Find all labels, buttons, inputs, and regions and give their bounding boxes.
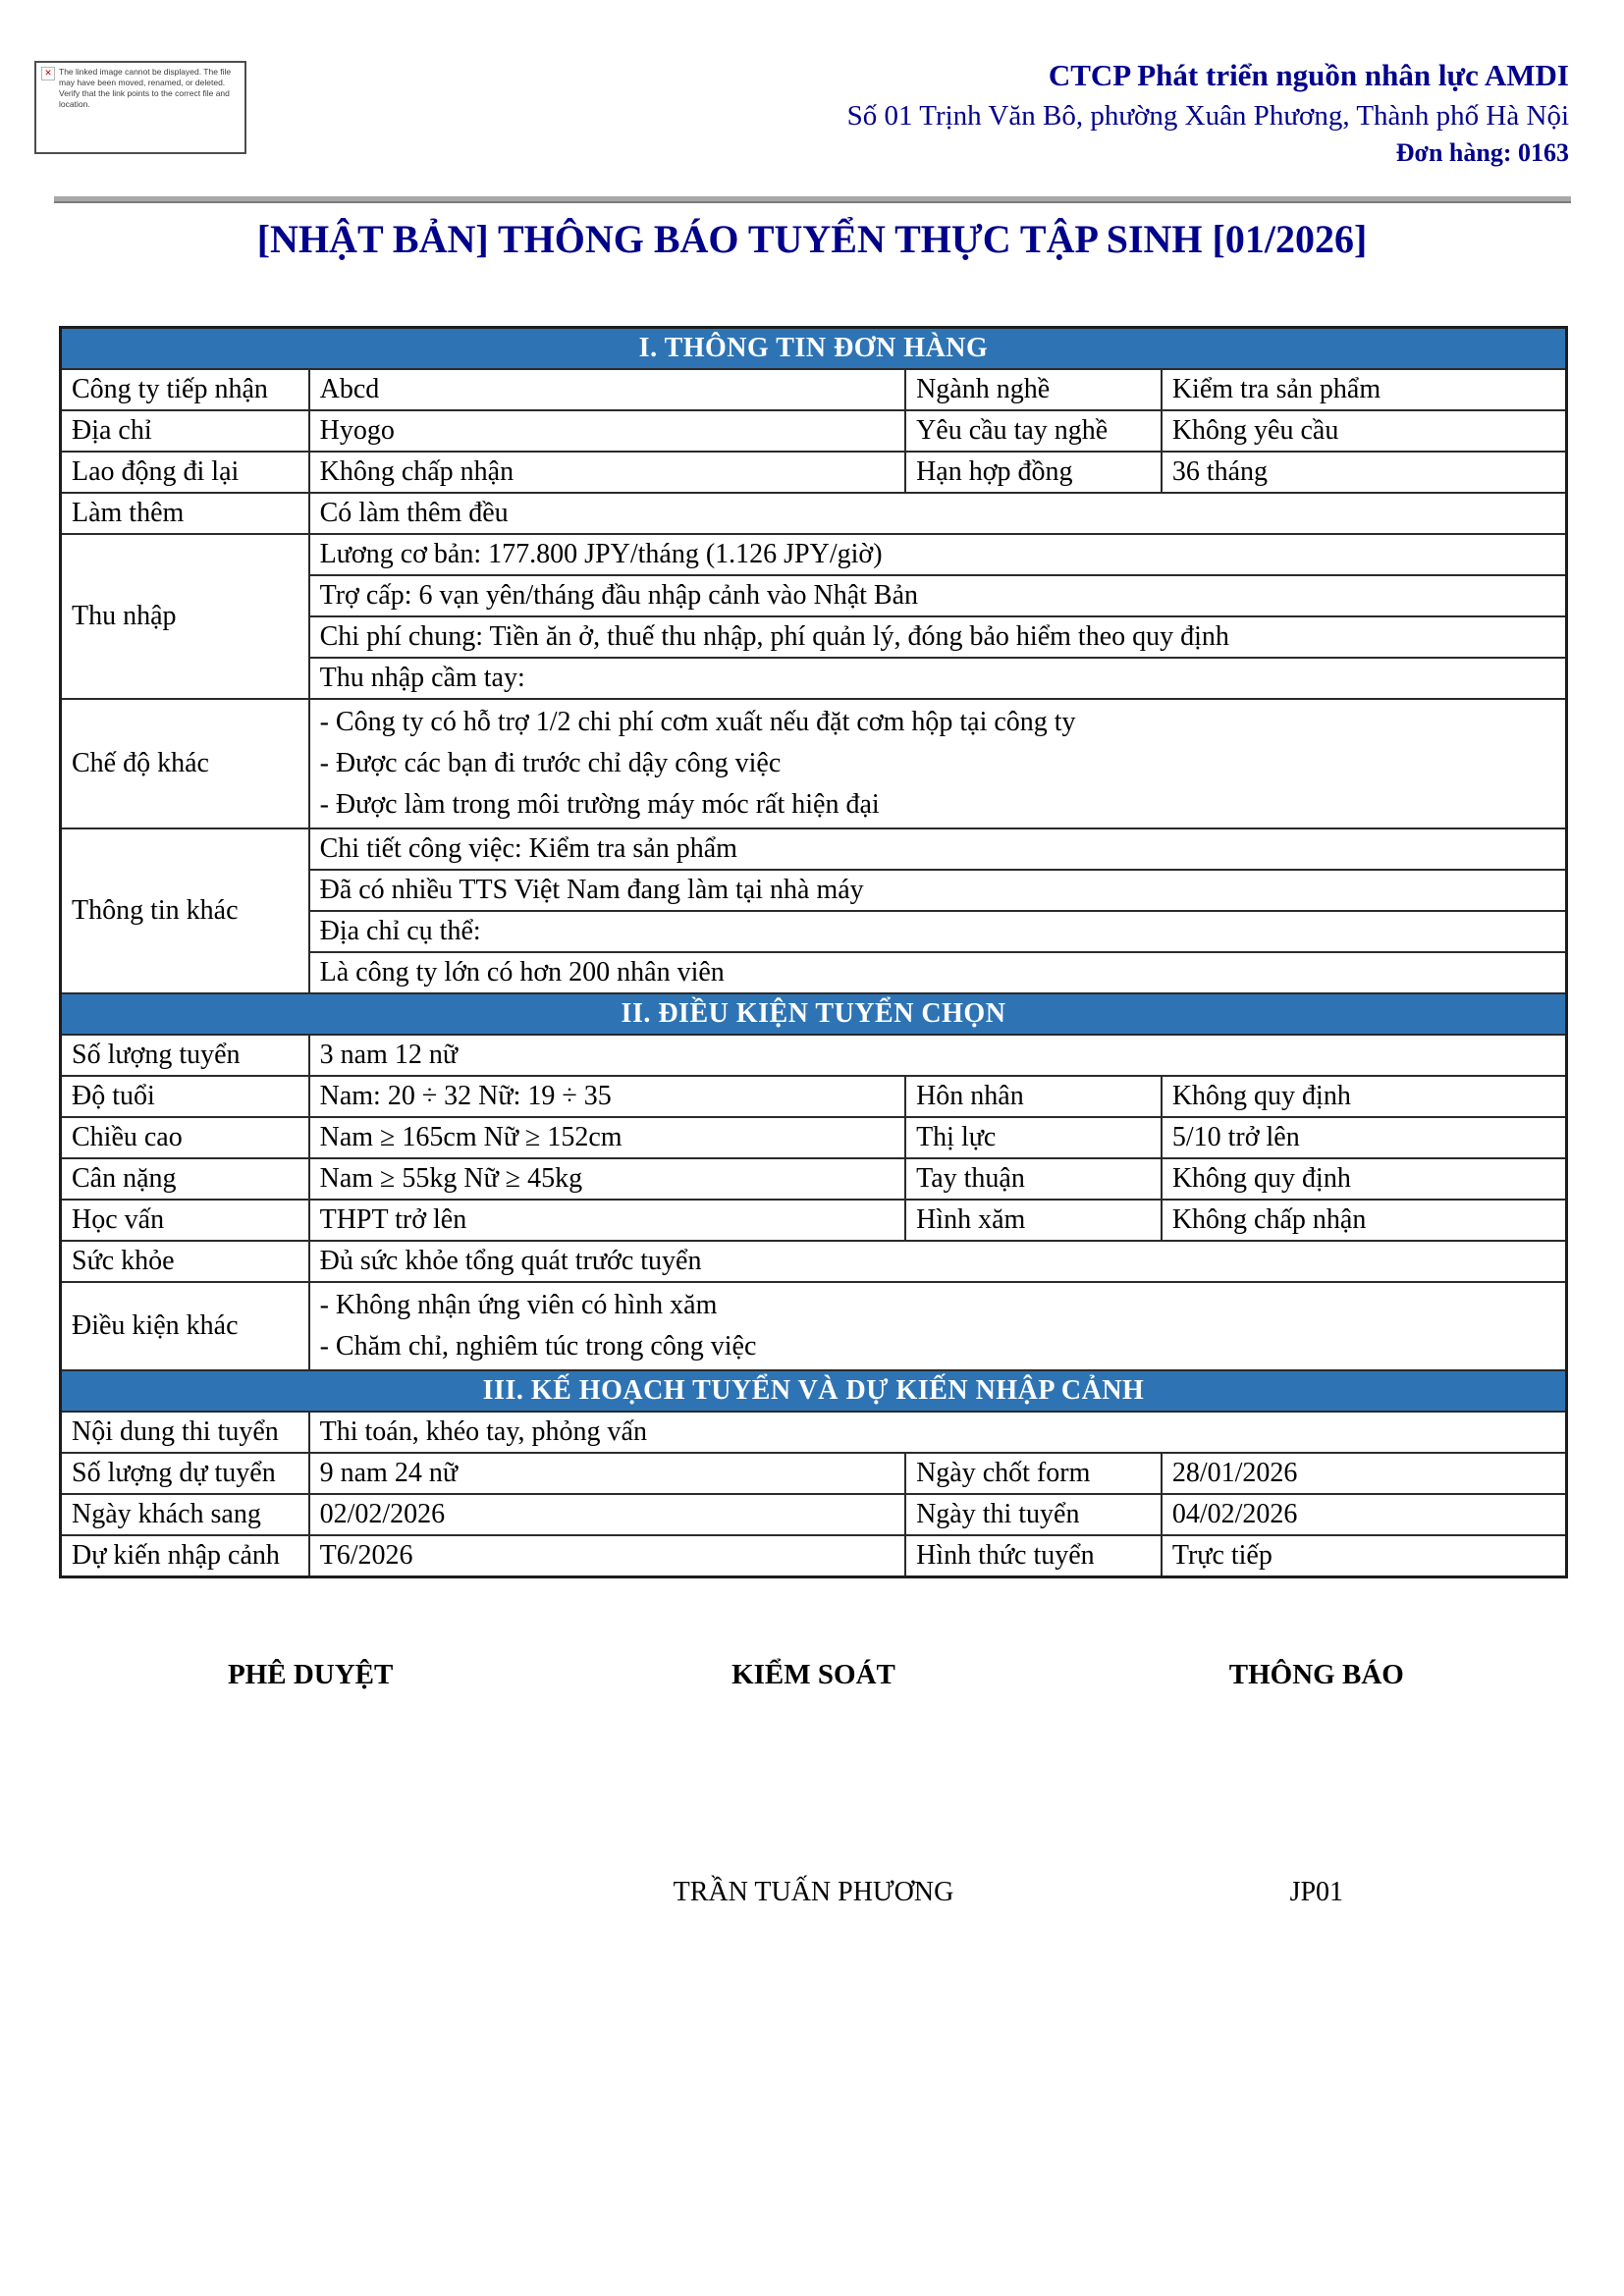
row-label: Yêu cầu tay nghề xyxy=(905,410,1162,452)
section-2-header-row xyxy=(61,993,1567,1035)
row-label: Thu nhập xyxy=(61,534,309,699)
row-value: Thi toán, khéo tay, phỏng vấn xyxy=(309,1412,1567,1453)
row-value: 02/02/2026 xyxy=(309,1494,905,1535)
row-value xyxy=(309,1282,1567,1370)
control-label: KIỂM SOÁT xyxy=(731,1659,895,1690)
row-value: Địa chỉ cụ thể: xyxy=(309,911,1567,952)
table-row xyxy=(61,410,1567,452)
row-label: Dự kiến nhập cảnh xyxy=(61,1535,309,1577)
row-value: Có làm thêm đều xyxy=(309,493,1567,534)
table-row xyxy=(61,1076,1567,1117)
row-value: 3 nam 12 nữ xyxy=(309,1035,1567,1076)
section-2-title: II. ĐIỀU KIỆN TUYỂN CHỌN xyxy=(61,993,1567,1035)
table-row xyxy=(61,1241,1567,1282)
broken-image-icon: ✕ xyxy=(41,67,55,80)
row-value: Đủ sức khỏe tổng quát trước tuyển xyxy=(309,1241,1567,1282)
signer-name-row xyxy=(59,1877,1568,1908)
row-label: Cân nặng xyxy=(61,1158,309,1200)
row-value: Đã có nhiều TTS Việt Nam đang làm tại nhà máy xyxy=(309,870,1567,911)
condition-line: - Không nhận ứng viên có hình xăm xyxy=(319,1290,718,1320)
section-3-header-row xyxy=(61,1370,1567,1412)
benefit-line: - Công ty có hỗ trợ 1/2 chi phí cơm xuất nếu đặt cơm hộp tại công ty xyxy=(319,707,1076,737)
row-label: Thị lực xyxy=(905,1117,1162,1158)
row-value: Trợ cấp: 6 vạn yên/tháng đầu nhập cảnh vào Nhật Bản xyxy=(309,575,1567,616)
section-1-title: I. THÔNG TIN ĐƠN HÀNG xyxy=(61,328,1567,370)
row-label: Hình xăm xyxy=(905,1200,1162,1241)
approve-label: PHÊ DUYỆT xyxy=(227,1659,394,1690)
row-label: Số lượng dự tuyển xyxy=(61,1453,309,1494)
row-value: Chi tiết công việc: Kiểm tra sản phẩm xyxy=(309,828,1567,870)
table-row xyxy=(61,1117,1567,1158)
table-row xyxy=(61,828,1567,870)
benefit-line: - Được các bạn đi trước chỉ dậy công việc xyxy=(319,748,782,778)
table-row xyxy=(61,534,1567,575)
row-value: Hyogo xyxy=(309,410,905,452)
table-row xyxy=(61,452,1567,493)
row-label: Hôn nhân xyxy=(905,1076,1162,1117)
table-row xyxy=(61,1412,1567,1453)
section-3-title: III. KẾ HOẠCH TUYỂN VÀ DỰ KIẾN NHẬP CẢNH xyxy=(61,1370,1567,1412)
row-value: Không chấp nhận xyxy=(1162,1200,1567,1241)
row-label: Ngày chốt form xyxy=(905,1453,1162,1494)
announce-code: JP01 xyxy=(1289,1877,1344,1907)
row-label: Thông tin khác xyxy=(61,828,309,993)
condition-line: - Chăm chỉ, nghiêm túc trong công việc xyxy=(319,1331,757,1362)
row-value: T6/2026 xyxy=(309,1535,905,1577)
row-label: Lao động đi lại xyxy=(61,452,309,493)
row-value: Là công ty lớn có hơn 200 nhân viên xyxy=(309,952,1567,993)
header-divider xyxy=(54,196,1571,203)
announce-label: THÔNG BÁO xyxy=(1228,1659,1404,1690)
table-row xyxy=(61,1282,1567,1370)
row-value: Không yêu cầu xyxy=(1162,410,1567,452)
row-value: Trực tiếp xyxy=(1162,1535,1567,1577)
row-label: Ngày khách sang xyxy=(61,1494,309,1535)
table-row xyxy=(61,493,1567,534)
row-label: Nội dung thi tuyển xyxy=(61,1412,309,1453)
row-value: Không chấp nhận xyxy=(309,452,905,493)
approve-name xyxy=(59,1877,562,1908)
row-label: Ngành nghề xyxy=(905,369,1162,410)
table-row xyxy=(61,1158,1567,1200)
row-label: Học vấn xyxy=(61,1200,309,1241)
row-label: Làm thêm xyxy=(61,493,309,534)
table-row xyxy=(61,1200,1567,1241)
broken-image-text: The linked image cannot be displayed. The file may have been moved, renamed, or deleted. Verify that the link points to the correct file and location. xyxy=(59,67,232,110)
row-value: Nam ≥ 165cm Nữ ≥ 152cm xyxy=(309,1117,905,1158)
row-value: 5/10 trở lên xyxy=(1162,1117,1567,1158)
row-label: Hạn hợp đồng xyxy=(905,452,1162,493)
row-value: Kiểm tra sản phẩm xyxy=(1162,369,1567,410)
row-value xyxy=(309,699,1567,828)
benefit-line: - Được làm trong môi trường máy móc rất hiện đại xyxy=(319,789,880,820)
signature-row xyxy=(59,1659,1568,1691)
control-name: TRẦN TUẤN PHƯƠNG xyxy=(673,1877,954,1907)
broken-image-placeholder xyxy=(34,61,246,154)
row-value: Không quy định xyxy=(1162,1158,1567,1200)
order-number: Đơn hàng: 0163 xyxy=(1395,138,1569,167)
section-1-header-row xyxy=(61,328,1567,370)
table-row xyxy=(61,1453,1567,1494)
table-row xyxy=(61,1535,1567,1577)
row-label: Ngày thi tuyển xyxy=(905,1494,1162,1535)
row-value: 36 tháng xyxy=(1162,452,1567,493)
row-label: Địa chỉ xyxy=(61,410,309,452)
row-value: 04/02/2026 xyxy=(1162,1494,1567,1535)
row-label: Số lượng tuyển xyxy=(61,1035,309,1076)
row-label: Hình thức tuyển xyxy=(905,1535,1162,1577)
row-value: Abcd xyxy=(309,369,905,410)
row-label: Điều kiện khác xyxy=(61,1282,309,1370)
row-label: Chế độ khác xyxy=(61,699,309,828)
table-row xyxy=(61,1035,1567,1076)
row-value: Thu nhập cầm tay: xyxy=(309,658,1567,699)
order-details-table xyxy=(59,326,1568,1578)
table-row xyxy=(61,699,1567,828)
page-title: [NHẬT BẢN] THÔNG BÁO TUYỂN THỰC TẬP SINH [01/2026] xyxy=(256,217,1368,261)
row-value: Không quy định xyxy=(1162,1076,1567,1117)
company-name: CTCP Phát triển nguồn nhân lực AMDI xyxy=(1048,58,1569,92)
row-label: Tay thuận xyxy=(905,1158,1162,1200)
company-header xyxy=(847,55,1569,171)
row-label: Sức khỏe xyxy=(61,1241,309,1282)
company-address: Số 01 Trịnh Văn Bô, phường Xuân Phương, Thành phố Hà Nội xyxy=(846,100,1569,132)
row-label: Chiều cao xyxy=(61,1117,309,1158)
row-value: THPT trở lên xyxy=(309,1200,905,1241)
row-value: Chi phí chung: Tiền ăn ở, thuế thu nhập, phí quản lý, đóng bảo hiểm theo quy định xyxy=(309,616,1567,658)
row-value: Nam ≥ 55kg Nữ ≥ 45kg xyxy=(309,1158,905,1200)
row-value: 28/01/2026 xyxy=(1162,1453,1567,1494)
row-value: Lương cơ bản: 177.800 JPY/tháng (1.126 JPY/giờ) xyxy=(309,534,1567,575)
row-label: Công ty tiếp nhận xyxy=(61,369,309,410)
row-value: Nam: 20 ÷ 32 Nữ: 19 ÷ 35 xyxy=(309,1076,905,1117)
table-row xyxy=(61,1494,1567,1535)
table-row xyxy=(61,369,1567,410)
row-label: Độ tuổi xyxy=(61,1076,309,1117)
row-value: 9 nam 24 nữ xyxy=(309,1453,905,1494)
